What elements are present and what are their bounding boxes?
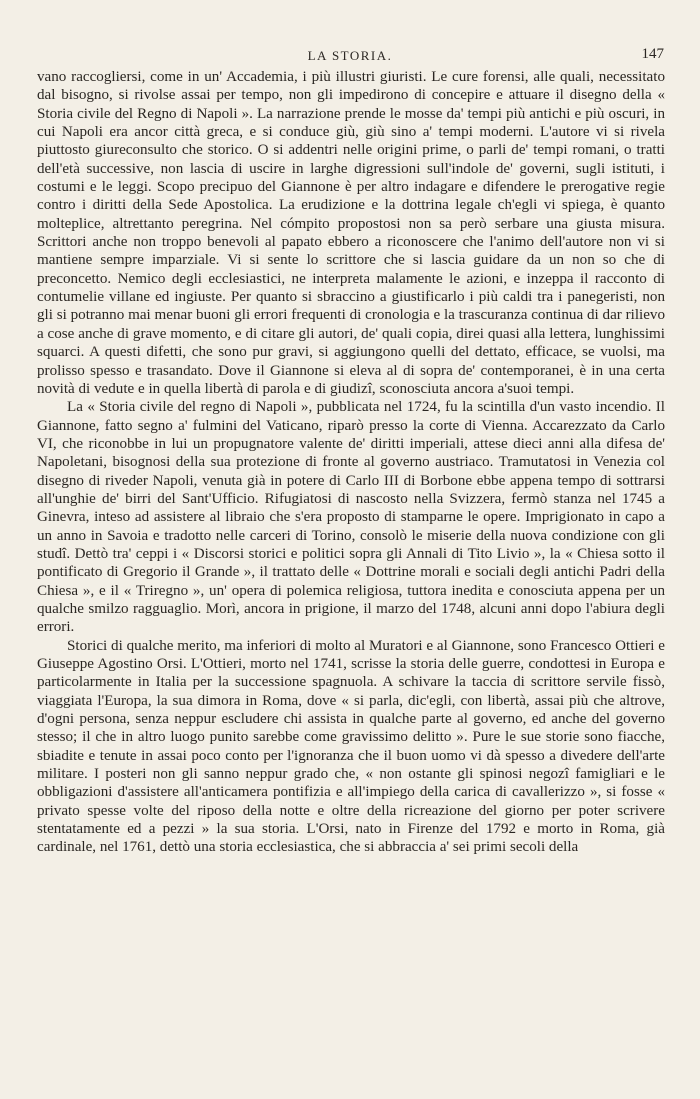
paragraph-ottieri-orsi: Storici di qualche merito, ma inferiori di molto al Muratori e al Giannone, sono Francesco Ottieri e Giuseppe Agostino Orsi. L'Ottieri, morto nel 1741, scrisse la storia delle guerre, condottesi in Europa e particolarmente in Italia per la successione spagnuola. A schivare la taccia di scrittore servile fissò, viaggiata l'Europa, la sua dimora in Roma, dove « si parla, dic'egli, con libertà, assai più che altrove, d'ogni persona, senza neppur escludere chi assista in qualche parte al governo, ed anche del governo stesso; il che in altro luogo punito sarebbe come gravissimo delitto ». Pure le sue storie sono fiacche, sbiadite e tenute in assai poco conto per l'ignoranza che il buon uomo vi dà spesso a divedere dell'arte militare. I posteri non gli sanno neppur grado che, « non ostante gli spinosi negozî famigliari e le obbligazioni d'assistere all'anticamera pontifizia e all'impiego della carica di cavallerizzo », si fosse « privato spesse volte del riposo della notte e oltre della ricreazione del giorno per poter scrivere stentatamente ed a pezzi » la sua storia. L'Orsi, nato in Firenze del 1792 e morto in Roma, già cardinale, nel 1761, dettò una storia ecclesiastica, che si abbraccia a' sei primi secoli della (37, 637, 665, 856)
paragraph-continuation: vano raccogliersi, come in un' Accademia, i più illustri giuristi. Le cure forensi, alle quali, necessitato dal bisogno, si rivolse assai per tempo, non gli impedirono di concepire e attuare il disegno della « Storia civile del Regno di Napoli ». La narrazione prende le mosse da' tempi più antichi e più oscuri, in cui Napoli era ancor città greca, e si conduce giù, giù sino a' tempi moderni. L'autore vi si rivela piuttosto giureconsulto che storico. O si addentri nelle origini prime, o parli de' tempi romani, o tratti dell'età successive, non lascia di uscire in larghe digressioni sull'indole de' governi, sugli istituti, i costumi e le leggi. Scopo precipuo del Giannone è per altro indagare e difendere le prerogative regie contro i diritti della Sede Apostolica. La erudizione e la dottrina legale ch'egli vi spiega, è quanto molteplice, altrettanto peregrina. Nel cómpito propostosi non sa però serbare una giusta misura. Scrittori anche non troppo benevoli al papato ebbero a riconoscere che l'animo dell'autore non vi si mantiene sempre imparziale. Vi si sente lo scrittore che si lascia guidare da un non so che di preconcetto. Nemico degli ecclesiastici, ne interpreta malamente le azioni, e inzeppa il racconto di contumelie villane ed ingiuste. Per quanto si sbraccino a giustificarlo i più caldi tra i panegeristi, non gli si potranno mai menar buoni gli errori frequenti di cronologia e la trascuranza continua di dar rilievo a cose anche di grave momento, e di citare gli autori, de' quali copia, direi quasi alla lettera, lunghissimi squarci. A questi difetti, che sono pur gravi, si aggiungono quelli del dettato, efficace, se vuolsi, ma prolisso spesso e trasandato. Dove il Giannone si eleva al di sopra de' contemporanei, è in una certa novità di vedute e in quella libertà di parola e di giudizî, sconosciuta ancora a'suoi tempi. (37, 69, 665, 397)
body-text (37, 68, 665, 857)
page-number: 147 (641, 46, 664, 62)
running-title: LA STORIA. (307, 48, 393, 63)
paragraph-storia-civile: La « Storia civile del regno di Napoli », pubblicata nel 1724, fu la scintilla d'un vasto incendio. Il Giannone, fatto segno a' fulmini del Vaticano, riparò presso la corte di Vienna. Accarezzato da Carlo VI, che riconobbe in lui un propugnatore valente de' diritti imperiali, attese dieci anni alla difesa de' Napoletani, bisognosi della sua protezione di fronte al governo austriaco. Tramutatosi in Venezia col disegno di riveder Napoli, venuta già in potere di Carlo III di Borbone ebbe appena tempo di sottrarsi all'unghie de' birri del Sant'Ufficio. Rifugiatosi di nascosto nella Svizzera, fermò stanza nel 1745 a Ginevra, inteso ad assistere al libraio che s'era proposto di stamparne le opere. Imprigionato in capo a un anno in Savoia e tradotto nelle carceri di Torino, consolò le miserie della nuova condizione con gli studî. Dettò tra' ceppi i « Discorsi storici e politici sopra gli Annali di Tito Livio », la « Chiesa sotto il pontificato di Gregorio il Grande », il trattato delle « Dottrine morali e sociali degli antichi Padri della Chiesa », e il « Triregno », un' opera di polemica religiosa, tuttora inedita e conosciuta appena per un qualche smilzo ragguaglio. Morì, ancora in prigione, il marzo del 1748, alcuni anni dopo l'abiura degli errori. (37, 399, 665, 636)
